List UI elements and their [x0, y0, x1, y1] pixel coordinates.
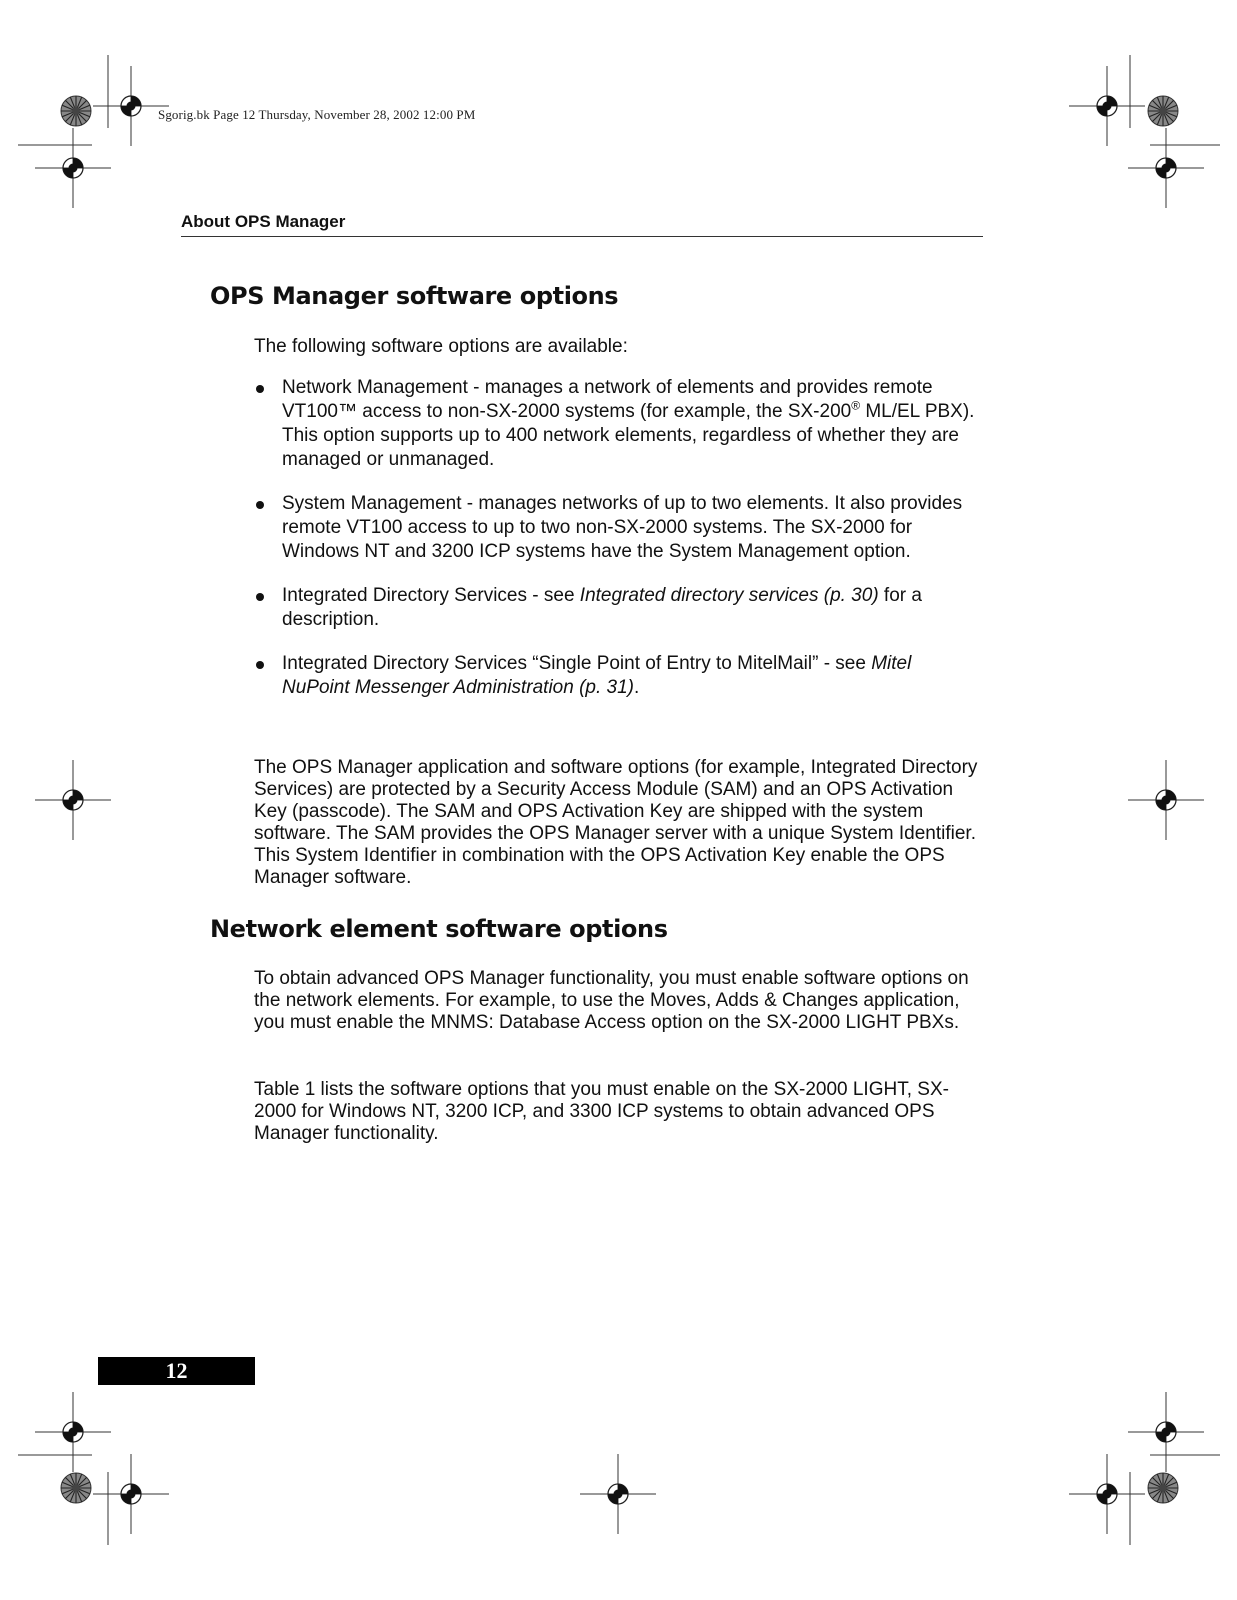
sam-paragraph: The OPS Manager application and software options (for example, Integrated Directory Services) are protected by a Security Access Module (SAM) and an OPS Activation Key (passcode). The SAM and OPS Activation Key are shipped with the system software. The SAM provides the OPS Manager server with a unique System Identifier. This System Identifier in combination with the OPS Activation Key enable the OPS Manager software.: [254, 757, 978, 888]
network-element-paragraph: To obtain advanced OPS Manager functionality, you must enable software options on the network elements. For example, to use the Moves, Adds & Changes application, you must enable the MNMS: Database Access option on the SX-2000 LIGHT PBXs.: [254, 968, 969, 1033]
list-item: Integrated Directory Services “Single Point of Entry to MitelMail” - see Mitel NuPoint Messenger Administration (p. 31).: [254, 652, 984, 700]
bullet-icon: [256, 593, 264, 601]
bullet-icon: [256, 385, 264, 393]
registration-crosshair-icon: [35, 760, 111, 840]
bullet-icon: [256, 501, 264, 509]
running-head: About OPS Manager: [181, 212, 346, 231]
registration-crosshair-icon: [35, 128, 111, 208]
page-number: 12: [98, 1357, 255, 1385]
registration-crosshair-icon: [1069, 66, 1145, 146]
options-list: [254, 376, 984, 720]
starburst-target-icon: [1148, 1473, 1178, 1503]
header-rule: [181, 236, 983, 237]
registration-crosshair-icon: [1128, 128, 1204, 208]
registration-crosshair-icon: [580, 1454, 656, 1534]
registration-crosshair-icon: [35, 1392, 111, 1472]
registration-crosshair-icon: [1128, 760, 1204, 840]
cross-reference-link[interactable]: Mitel NuPoint Messenger Administration (p. 31): [282, 653, 912, 698]
table-reference-paragraph: Table 1 lists the software options that you must enable on the SX-2000 LIGHT, SX-2000 for Windows NT, 3200 ICP, and 3300 ICP systems to obtain advanced OPS Manager functionality.: [254, 1079, 949, 1144]
list-item: System Management - manages networks of up to two elements. It also provides remote VT100 access to up to two non-SX-2000 systems. The SX-2000 for Windows NT and 3200 ICP systems have the System Management option.: [254, 492, 984, 564]
starburst-target-icon: [61, 1473, 91, 1503]
cross-reference-link[interactable]: Integrated directory services (p. 30): [579, 585, 879, 606]
list-item: Integrated Directory Services - see Integrated directory services (p. 30) for a description.: [254, 584, 984, 632]
list-item: Network Management - manages a network of elements and provides remote VT100™ access to non-SX-2000 systems (for example, the SX-200® ML/EL PBX). This option supports up to 400 network elements, regardless of whether they are managed or unmanaged.: [254, 376, 984, 472]
registration-crosshair-icon: [93, 1454, 169, 1534]
section-title-network-element: Network element software options: [210, 915, 668, 943]
starburst-target-icon: [61, 96, 91, 126]
section-title-ops-options: OPS Manager software options: [210, 282, 619, 310]
registration-crosshair-icon: [93, 66, 169, 146]
starburst-target-icon: [1148, 96, 1178, 126]
print-slug: Sgorig.bk Page 12 Thursday, November 28, 2002 12:00 PM: [158, 107, 476, 122]
intro-paragraph: The following software options are available:: [254, 336, 628, 357]
registration-crosshair-icon: [1069, 1454, 1145, 1534]
bullet-icon: [256, 661, 264, 669]
registration-crosshair-icon: [1128, 1392, 1204, 1472]
